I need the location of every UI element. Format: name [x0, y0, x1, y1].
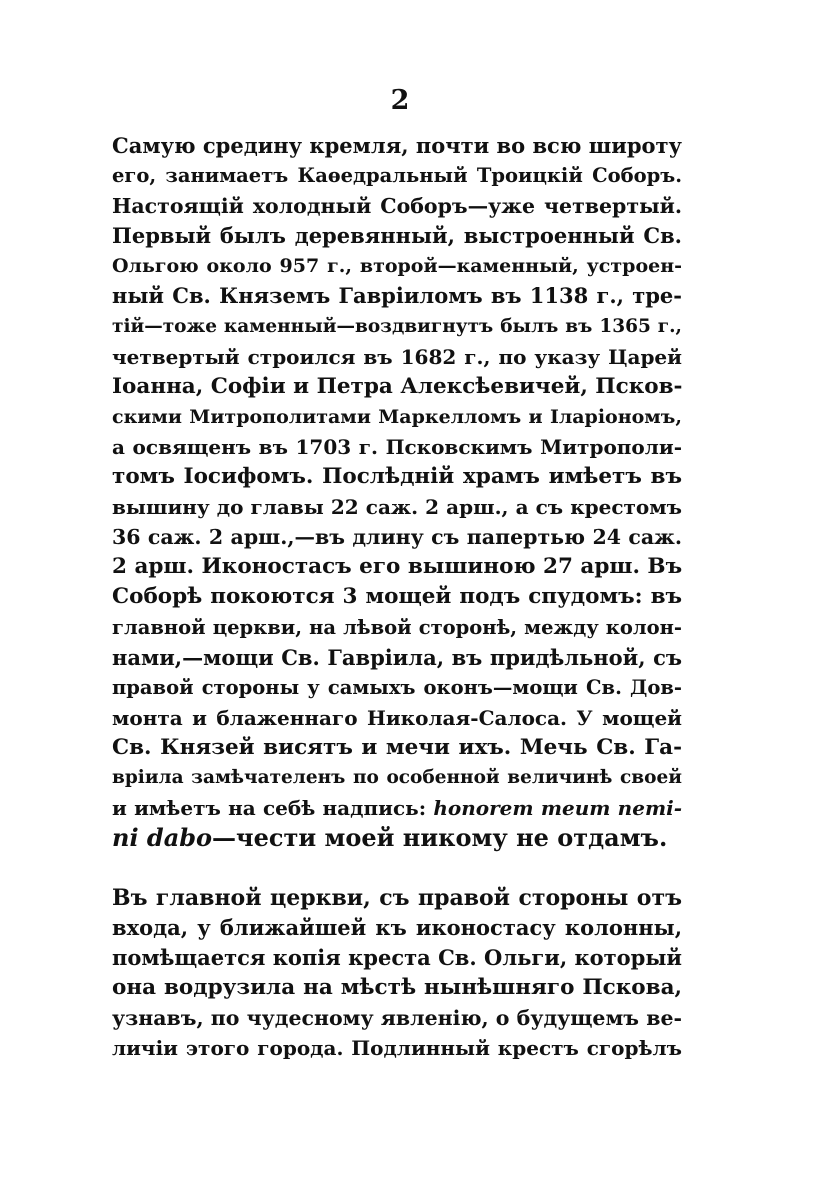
- text-line: личіи этого города. Подлинный крестъ сгорѣлъ: [112, 1036, 682, 1061]
- latin-inscription-part-2: ni dabo: [112, 823, 213, 853]
- text-line: 36 саж. 2 арш.,—въ длину съ папертью 24 саж.: [112, 525, 682, 550]
- text-line-end: —чести моей никому не отдамъ.: [212, 823, 668, 853]
- text-line: Самую средину кремля, почти во всю широту: [112, 133, 682, 158]
- text-line: 2 арш. Иконостасъ его вышиною 27 арш. Въ: [112, 554, 683, 580]
- text-line: входа, у ближайшей къ иконостасу колонны,: [112, 915, 682, 941]
- text-line: помѣщается копія креста Св. Ольги, который: [112, 945, 682, 971]
- page-number: 2: [390, 85, 410, 116]
- text-line: она водрузила на мѣстѣ нынѣшняго Пскова,: [112, 975, 682, 1001]
- text-line: Первый былъ деревянный, выстроенный Св.: [112, 223, 682, 249]
- paragraph-2: [112, 883, 682, 1064]
- text-line: монта и блаженнаго Николая-Салоса. У мощей: [112, 705, 682, 730]
- text-line: Настоящій холодный Соборъ—уже четвертый.: [112, 194, 682, 219]
- text-line: его, занимаетъ Каѳедральный Троицкій Соборъ.: [112, 164, 682, 188]
- text-line: Св. Князей висятъ и мечи ихъ. Мечь Св. Га-: [112, 734, 682, 760]
- text-line: Іоанна, Софіи и Петра Алексѣевичей, Псков-: [112, 373, 683, 399]
- text-line: Соборѣ покоются 3 мощей подъ спудомъ: въ: [112, 584, 682, 610]
- text-line: главной церкви, на лѣвой сторонѣ, между колон-: [112, 615, 682, 639]
- text-line: тій—тоже каменный—воздвигнутъ былъ въ 1365 г.,: [112, 315, 682, 337]
- text-line: томъ Іосифомъ. Послѣдній храмъ имѣетъ въ: [112, 464, 682, 490]
- text-line-last: [112, 823, 682, 853]
- text-line: нами,—мощи Св. Гавріила, въ придѣльной, съ: [112, 644, 682, 670]
- paragraph-1: [112, 131, 682, 853]
- text-line-start: и имѣетъ на себѣ надпись:: [112, 796, 427, 821]
- text-line: правой стороны у самыхъ оконъ—мощи Св. Дов-: [112, 675, 682, 699]
- text-line: вріила замѣчателенъ по особенной величинѣ своей: [112, 766, 682, 788]
- text-line: Ольгою около 957 г., второй—каменный, устроен-: [112, 255, 682, 278]
- text-line: четвертый строился въ 1682 г., по указу Царей: [112, 344, 682, 369]
- text-line: а освященъ въ 1703 г. Псковскимъ Митрополи-: [112, 434, 682, 459]
- text-line: ный Св. Княземъ Гавріиломъ въ 1138 г., тре-: [112, 283, 682, 309]
- text-line: Въ главной церкви, съ правой стороны отъ: [112, 885, 682, 911]
- text-line: вышину до главы 22 саж. 2 арш., а съ крестомъ: [112, 495, 682, 520]
- text-line-with-inscription: [112, 793, 682, 823]
- text-line: узнавъ, по чудесному явленію, о будущемъ ве-: [112, 1006, 682, 1031]
- text-line: скими Митрополитами Маркелломъ и Іларіономъ,: [112, 405, 682, 428]
- latin-inscription-part-1: honorem meum nemi-: [433, 796, 682, 821]
